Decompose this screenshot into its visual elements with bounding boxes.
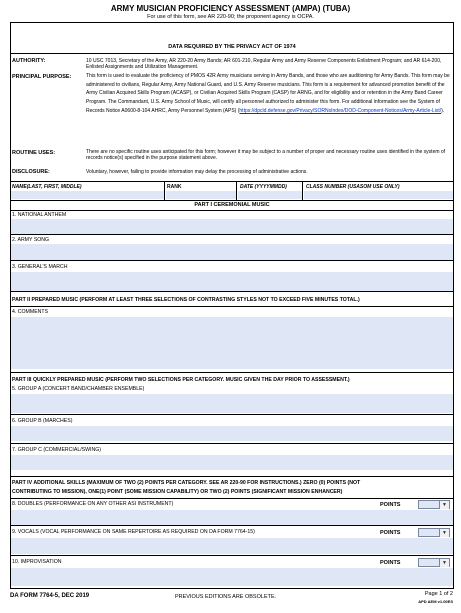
doubles-points-select[interactable] (418, 500, 450, 509)
routine-uses-label: ROUTINE USES: (12, 150, 56, 156)
comments-label: 4. COMMENTS (12, 309, 49, 315)
part-4-heading-line-2: CONTRIBUTING TO MISSION), ONE(1) POINT (SOME MISSION CAPABILITY) OR TWO (2) POINTS (SIGNIFICANT MISSION ENHANCER) (12, 489, 343, 495)
divider (10, 372, 454, 373)
form-subtitle: For use of this form, see AR 220-90; the proponent agency is OCPA. (147, 14, 314, 20)
divider (10, 476, 454, 477)
group-c-label: 7. GROUP C (COMMERCIAL/SWING) (12, 447, 101, 453)
date-label: DATE (YYYYMMDD) (240, 184, 287, 190)
part-1-heading: PART I CEREMONIAL MUSIC (194, 202, 270, 208)
form-title: ARMY MUSICIAN PROFICIENCY ASSESSMENT (AMPA) (TUBA) (110, 4, 351, 13)
generals-march-label: 3. GENERAL'S MARCH (12, 264, 68, 270)
divider (10, 234, 454, 235)
group-a-label: 5. GROUP A (CONCERT BAND/CHAMBER ENSEMBLE) (12, 386, 145, 392)
rank-label: RANK (167, 184, 182, 190)
group-a-input[interactable] (11, 394, 453, 413)
page-number: Page 1 of 2 (424, 591, 453, 597)
rank-input[interactable] (166, 191, 236, 199)
divider (10, 200, 454, 201)
divider (10, 498, 454, 499)
purpose-end: ). (441, 107, 445, 114)
divider (10, 210, 454, 211)
national-anthem-input[interactable] (11, 219, 453, 234)
divider (10, 525, 454, 526)
form-number: DA FORM 7764-5, DEC 2019 (10, 593, 90, 599)
army-song-input[interactable] (11, 244, 453, 260)
group-b-input[interactable] (11, 426, 453, 441)
class-number-input[interactable] (304, 191, 453, 199)
divider (10, 53, 454, 54)
sorn-link[interactable]: https://dpcld.defense.gov/Privacy/SORNsIndex/DOD-Component-Notices/Army-Article-List/ (239, 107, 442, 114)
disclosure-text: Voluntary, however, failing to provide information may delay the processing of administrative actions. (86, 169, 308, 175)
vocals-points-label: POINTS (380, 530, 401, 536)
divider (302, 181, 303, 200)
vocals-label: 9. VOCALS (VOCAL PERFORMANCE ON SAME REPERTOIRE AS REQUIRED ON DA FORM 7764-15) (12, 529, 255, 535)
improvisation-input[interactable] (11, 568, 453, 586)
divider (10, 414, 454, 415)
chevron-down-icon[interactable]: ▼ (439, 559, 449, 567)
chevron-down-icon[interactable]: ▼ (439, 529, 449, 537)
divider (236, 181, 237, 200)
divider (164, 181, 165, 200)
name-label: NAME(LAST, FIRST, MIDDLE) (12, 184, 82, 190)
name-input[interactable] (11, 191, 164, 199)
improvisation-points-select[interactable] (418, 558, 450, 567)
improvisation-points-label: POINTS (380, 560, 401, 566)
class-number-label: CLASS NUMBER (USASOM USE ONLY) (306, 184, 400, 190)
divider (10, 306, 454, 307)
principal-purpose-label: PRINCIPAL PURPOSE: (12, 74, 72, 80)
principal-purpose-text (86, 72, 450, 116)
generals-march-input[interactable] (11, 272, 453, 291)
doubles-label: 8. DOUBLES (PERFORMANCE ON ANY OTHER ASI INSTRUMENT) (12, 501, 174, 507)
divider (10, 555, 454, 556)
purpose-body: This form is used to evaluate the proficiency of PMOS 42R Army musicians serving in Army Bands, and those who are auditioning for Army Bands. This form may be administered to civilians, Regular Army, Army National Guard, and U.S. Army Reserve musicians. This form is a requirement for advanced promotion benefit of the Army Civilian Acquired Skills Program (ACASP), or Civilian Acquired Skills Program (CASP) for ARNG, and for eligibility and or retention in the Army Band Career Program. The Commandant, U.S. Army School of Music, will certify all personnel authorized to administer this form. For additional information see the System of Records Notice A0600-8-104 AHRC, Army Personnel System (APS) ( (86, 73, 450, 114)
vocals-points-select[interactable] (418, 528, 450, 537)
group-c-input[interactable] (11, 455, 453, 470)
chevron-down-icon[interactable]: ▼ (439, 501, 449, 509)
vocals-input[interactable] (11, 538, 453, 554)
improvisation-label: 10. IMPROVISATION (12, 559, 62, 565)
part-2-heading: PART II PREPARED MUSIC (PERFORM AT LEAST THREE SELECTIONS OF CONTRASTING STYLES NOT TO EXCEED FIVE MINUTES TOTAL.) (12, 297, 360, 303)
part-3-heading: PART III QUICKLY PREPARED MUSIC (PERFORM TWO SELECTIONS PER CATEGORY. MUSIC GIVEN THE DAY PRIOR TO ASSESSMENT.) (12, 377, 350, 383)
divider (10, 181, 454, 182)
date-input[interactable] (238, 191, 302, 199)
group-b-label: 6. GROUP B (MARCHES) (12, 418, 73, 424)
doubles-points-label: POINTS (380, 502, 401, 508)
authority-text: 10 USC 7013, Secretary of the Army, AR 220-20 Army Bands; AR 601-210, Regular Army and Army Reserve Components Enlistment Program; and AR 614-200, Enlisted Assignments and Utilization Management. (86, 58, 442, 71)
comments-input[interactable] (11, 317, 453, 369)
previous-editions-note: PREVIOUS EDITIONS ARE OBSOLETE. (175, 594, 277, 600)
version-label: APD AEM v1.00ES (418, 599, 453, 604)
part-4-heading-line-1: PART IV ADDITIONAL SKILLS (MAXIMUM OF TWO (2) POINTS PER CATEGORY. SEE AR 220-90 FOR INSTRUCTIONS.) ZERO (0) POINTS (NOT (12, 480, 361, 486)
privacy-act-heading: DATA REQUIRED BY THE PRIVACY ACT OF 1974 (168, 44, 296, 50)
routine-uses-text: There are no specific routine uses anticipated for this form; however it may be subject to a number of proper and necessary routine uses identified in the system of records notice(s) specified in the purpose statement above. (86, 149, 446, 162)
authority-label: AUTHORITY: (12, 58, 46, 64)
divider (10, 443, 454, 444)
army-song-label: 2. ARMY SONG (12, 237, 50, 243)
disclosure-label: DISCLOSURE: (12, 169, 50, 175)
doubles-input[interactable] (11, 510, 453, 525)
divider (10, 260, 454, 261)
divider (10, 291, 454, 292)
national-anthem-label: 1. NATIONAL ANTHEM (12, 212, 67, 218)
